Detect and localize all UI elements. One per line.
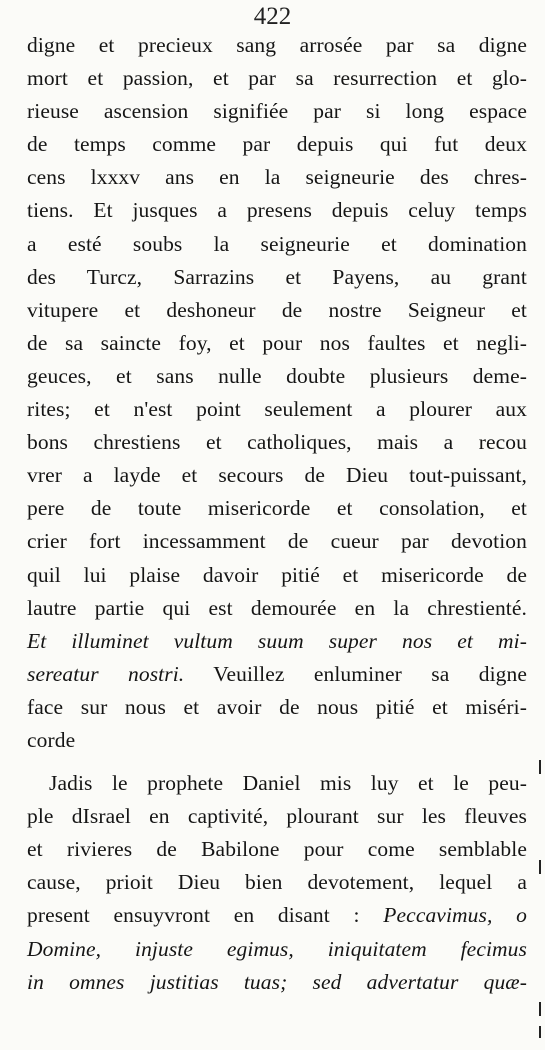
page-number: 422 — [253, 3, 292, 30]
text-line: Domine, injuste egimus, iniquitatem fecimus — [27, 936, 527, 961]
text-line: de temps comme par depuis qui fut deux — [27, 132, 527, 157]
text-line: geuces, et sans nulle doubte plusieurs deme- — [27, 363, 527, 388]
margin-rule — [539, 760, 541, 774]
text-line: mort et passion, et par sa resurrection et glo- — [27, 66, 527, 91]
text-line: bons chrestiens et catholiques, mais a recou — [27, 430, 527, 455]
text-line: a esté soubs la seigneurie et domination — [27, 231, 527, 256]
text-line: Et illuminet vultum suum super nos et mi- — [27, 628, 527, 653]
text-line: lautre partie qui est demourée en la chrestienté. — [27, 595, 527, 620]
text-line: digne et precieux sang arrosée par sa digne — [27, 33, 527, 57]
text-span: present ensuyvront en disant : — [27, 903, 384, 928]
text-line: face sur nous et avoir de nous pitié et miséri- — [27, 694, 527, 719]
latin-phrase: sereatur nostri. — [27, 661, 185, 686]
text-line: cens lxxxv ans en la seigneurie des chres- — [27, 165, 527, 190]
text-line: pere de toute misericorde et consolation, et — [27, 496, 527, 521]
text-line: et rivieres de Babilone pour come semblable — [27, 837, 527, 862]
latin-phrase: Peccavimus, o — [383, 903, 527, 928]
text-line: quil lui plaise davoir pitié et misericorde de — [27, 562, 527, 587]
text-line: rites; et n'est point seulement a plourer aux — [27, 397, 527, 422]
page-text — [27, 29, 527, 999]
text-line: vrer a layde et secours de Dieu tout-puissant, — [27, 463, 527, 488]
text-line: tiens. Et jusques a presens depuis celuy temps — [27, 198, 527, 223]
paragraph — [27, 29, 527, 757]
text-line: vitupere et deshoneur de nostre Seigneur et — [27, 297, 527, 322]
text-line: de sa saincte foy, et pour nos faultes et negli- — [27, 330, 527, 355]
text-line: cause, prioit Dieu bien devotement, lequel a — [27, 870, 527, 895]
text-line: corde — [27, 727, 76, 752]
paragraph — [27, 767, 527, 999]
paragraph-gap — [27, 757, 527, 767]
margin-rule — [539, 1002, 541, 1016]
text-line — [27, 899, 527, 932]
text-span: Veuillez enluminer sa digne — [184, 661, 527, 686]
text-line: des Turcz, Sarrazins et Payens, au grant — [27, 264, 527, 289]
text-line: crier fort incessamment de cueur par devotion — [27, 529, 527, 554]
margin-rule — [539, 1026, 541, 1038]
text-line: rieuse ascension signifiée par si long espace — [27, 99, 527, 124]
text-line: in omnes justitias tuas; sed advertatur quæ- — [27, 969, 527, 994]
text-line: Jadis le prophete Daniel mis luy et le peu- — [49, 771, 527, 796]
margin-rule — [539, 860, 541, 874]
text-line: ple dIsrael en captivité, plourant sur les fleuves — [27, 804, 527, 829]
text-line — [27, 658, 527, 691]
